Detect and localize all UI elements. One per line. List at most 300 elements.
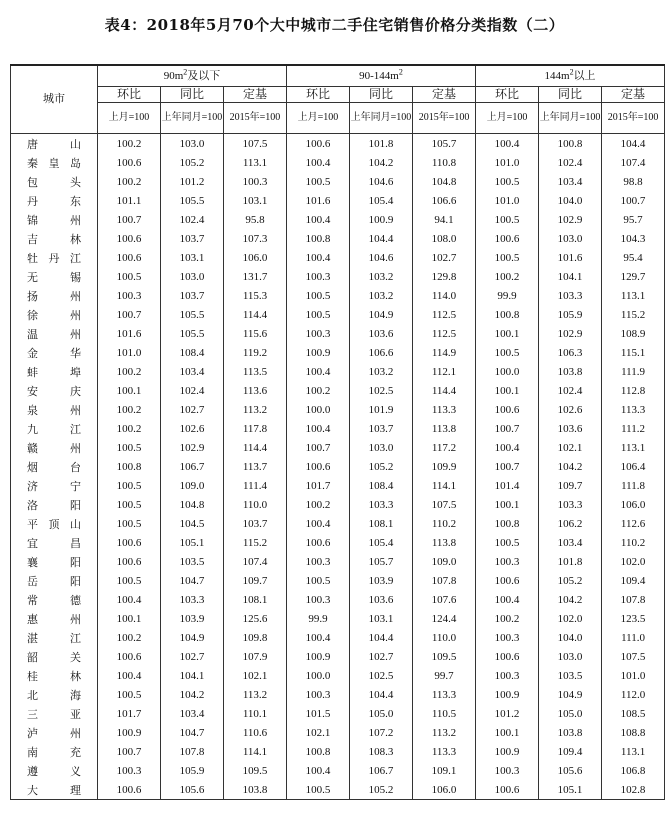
index-value-cell: 106.4	[602, 457, 665, 476]
index-value-cell: 105.5	[161, 305, 224, 324]
index-value-cell: 101.6	[98, 324, 161, 343]
city-name: 烟台	[27, 461, 81, 474]
index-value-cell: 113.3	[413, 742, 476, 761]
index-value-cell: 111.8	[602, 476, 665, 495]
city-name-cell	[11, 533, 98, 552]
index-value-cell: 103.4	[161, 362, 224, 381]
index-value-cell: 103.1	[350, 609, 413, 628]
index-value-cell: 105.9	[539, 305, 602, 324]
index-value-cell: 106.0	[224, 248, 287, 267]
index-value-cell: 103.0	[161, 134, 224, 154]
index-value-cell: 108.1	[350, 514, 413, 533]
index-value-cell: 105.6	[539, 761, 602, 780]
index-value-cell: 100.9	[98, 723, 161, 742]
index-value-cell: 100.2	[98, 628, 161, 647]
index-value-cell: 104.1	[161, 666, 224, 685]
index-value-cell: 103.3	[350, 495, 413, 514]
city-name: 包头	[27, 176, 81, 189]
city-name: 襄阳	[27, 556, 81, 569]
sub-header-fixed-base: 定基	[602, 87, 665, 103]
index-value-cell: 103.3	[539, 286, 602, 305]
index-value-cell: 100.6	[287, 457, 350, 476]
index-value-cell: 94.1	[413, 210, 476, 229]
index-value-cell: 103.4	[539, 172, 602, 191]
index-value-cell: 101.6	[287, 191, 350, 210]
index-value-cell: 112.0	[602, 685, 665, 704]
index-value-cell: 108.9	[602, 324, 665, 343]
index-value-cell: 100.9	[287, 343, 350, 362]
index-value-cell: 100.2	[98, 172, 161, 191]
index-value-cell: 104.9	[350, 305, 413, 324]
city-name: 惠州	[27, 613, 81, 626]
index-value-cell: 113.1	[602, 438, 665, 457]
index-value-cell: 112.1	[413, 362, 476, 381]
index-value-cell: 100.7	[602, 191, 665, 210]
index-value-cell: 100.6	[98, 153, 161, 172]
city-name: 吉林	[27, 233, 81, 246]
index-value-cell: 113.2	[224, 400, 287, 419]
index-value-cell: 103.1	[224, 191, 287, 210]
index-value-cell: 100.0	[476, 362, 539, 381]
index-value-cell: 104.4	[602, 134, 665, 154]
sub-header-yoy: 同比	[539, 87, 602, 103]
index-value-cell: 98.8	[602, 172, 665, 191]
index-value-cell: 103.2	[350, 362, 413, 381]
table-row	[11, 324, 665, 343]
city-name: 平顶山	[27, 518, 81, 531]
index-value-cell: 115.6	[224, 324, 287, 343]
index-value-cell: 114.4	[413, 381, 476, 400]
index-value-cell: 100.1	[476, 495, 539, 514]
index-value-cell: 102.9	[539, 210, 602, 229]
index-value-cell: 108.5	[602, 704, 665, 723]
index-value-cell: 100.9	[287, 647, 350, 666]
table-header	[11, 65, 665, 134]
index-value-cell: 99.7	[413, 666, 476, 685]
index-value-cell: 100.4	[476, 590, 539, 609]
index-value-cell: 103.0	[539, 647, 602, 666]
index-value-cell: 102.7	[413, 248, 476, 267]
city-name: 常德	[27, 594, 81, 607]
index-value-cell: 111.4	[224, 476, 287, 495]
group-header-large: $144m^2$以上	[476, 65, 665, 87]
index-value-cell: 102.4	[539, 153, 602, 172]
index-value-cell: 100.2	[98, 362, 161, 381]
index-value-cell: 101.4	[476, 476, 539, 495]
index-value-cell: 123.5	[602, 609, 665, 628]
index-value-cell: 100.3	[476, 628, 539, 647]
table-row	[11, 495, 665, 514]
index-value-cell: 115.3	[224, 286, 287, 305]
table-row	[11, 172, 665, 191]
sub-header-yoy: 同比	[161, 87, 224, 103]
index-value-cell: 100.0	[287, 400, 350, 419]
index-value-cell: 104.2	[350, 153, 413, 172]
index-value-cell: 95.4	[602, 248, 665, 267]
city-name-cell	[11, 742, 98, 761]
index-value-cell: 104.1	[539, 267, 602, 286]
index-value-cell: 101.8	[539, 552, 602, 571]
index-value-cell: 129.7	[602, 267, 665, 286]
index-value-cell: 100.2	[476, 267, 539, 286]
city-name-cell	[11, 343, 98, 362]
index-value-cell: 107.9	[224, 647, 287, 666]
index-value-cell: 103.6	[350, 324, 413, 343]
index-value-cell: 105.7	[350, 552, 413, 571]
city-name-cell	[11, 210, 98, 229]
city-name-cell	[11, 381, 98, 400]
table-row	[11, 362, 665, 381]
index-value-cell: 102.5	[350, 666, 413, 685]
base-label-last-month: 上月=100	[98, 103, 161, 134]
city-name: 韶关	[27, 651, 81, 664]
index-value-cell: 109.5	[224, 761, 287, 780]
table-row	[11, 533, 665, 552]
index-value-cell: 111.0	[602, 628, 665, 647]
index-value-cell: 115.1	[602, 343, 665, 362]
index-value-cell: 102.4	[161, 210, 224, 229]
index-value-cell: 100.2	[98, 419, 161, 438]
index-value-cell: 119.2	[224, 343, 287, 362]
index-value-cell: 113.1	[224, 153, 287, 172]
index-value-cell: 105.5	[161, 191, 224, 210]
city-name: 九江	[27, 423, 81, 436]
index-value-cell: 104.2	[161, 685, 224, 704]
index-value-cell: 101.1	[98, 191, 161, 210]
sub-header-mom: 环比	[98, 87, 161, 103]
city-name-cell	[11, 153, 98, 172]
index-value-cell: 104.4	[350, 685, 413, 704]
index-value-cell: 100.8	[287, 742, 350, 761]
index-value-cell: 100.3	[287, 324, 350, 343]
city-name: 桂林	[27, 670, 81, 683]
index-value-cell: 108.4	[350, 476, 413, 495]
base-label-2015: 2015年=100	[413, 103, 476, 134]
table-row	[11, 647, 665, 666]
city-name: 岳阳	[27, 575, 81, 588]
index-value-cell: 100.1	[476, 723, 539, 742]
index-value-cell: 100.0	[287, 666, 350, 685]
index-value-cell: 102.4	[161, 381, 224, 400]
city-name: 南充	[27, 746, 81, 759]
table-row	[11, 381, 665, 400]
index-value-cell: 109.4	[539, 742, 602, 761]
index-value-cell: 100.7	[287, 438, 350, 457]
index-value-cell: 109.0	[161, 476, 224, 495]
index-value-cell: 100.2	[287, 495, 350, 514]
index-value-cell: 104.2	[539, 590, 602, 609]
index-value-cell: 95.7	[602, 210, 665, 229]
base-label-last-year: 上年同月=100	[350, 103, 413, 134]
city-name: 无锡	[27, 271, 81, 284]
table-row	[11, 248, 665, 267]
table-row	[11, 400, 665, 419]
index-value-cell: 100.3	[98, 761, 161, 780]
index-value-cell: 100.3	[98, 286, 161, 305]
index-value-cell: 106.8	[602, 761, 665, 780]
index-value-cell: 112.6	[602, 514, 665, 533]
index-value-cell: 95.8	[224, 210, 287, 229]
index-value-cell: 113.7	[224, 457, 287, 476]
index-value-cell: 103.8	[224, 780, 287, 800]
index-value-cell: 110.2	[602, 533, 665, 552]
table-body	[11, 134, 665, 800]
index-value-cell: 113.3	[413, 685, 476, 704]
city-name: 湛江	[27, 632, 81, 645]
index-value-cell: 101.0	[98, 343, 161, 362]
index-value-cell: 103.3	[539, 495, 602, 514]
index-value-cell: 109.5	[413, 647, 476, 666]
city-name: 济宁	[27, 480, 81, 493]
index-value-cell: 105.4	[350, 191, 413, 210]
index-value-cell: 104.6	[350, 172, 413, 191]
city-name-cell	[11, 647, 98, 666]
index-value-cell: 104.7	[161, 723, 224, 742]
index-value-cell: 109.8	[224, 628, 287, 647]
index-value-cell: 101.5	[287, 704, 350, 723]
city-name-cell	[11, 400, 98, 419]
index-value-cell: 103.6	[539, 419, 602, 438]
index-value-cell: 100.5	[476, 248, 539, 267]
table-row	[11, 210, 665, 229]
city-name: 泸州	[27, 727, 81, 740]
index-value-cell: 100.1	[98, 381, 161, 400]
city-name: 洛阳	[27, 499, 81, 512]
city-name-cell	[11, 780, 98, 800]
index-value-cell: 102.1	[224, 666, 287, 685]
index-value-cell: 107.5	[413, 495, 476, 514]
index-value-cell: 106.7	[161, 457, 224, 476]
city-name: 大理	[27, 784, 81, 797]
index-value-cell: 101.0	[602, 666, 665, 685]
index-value-cell: 100.4	[287, 362, 350, 381]
table-row	[11, 229, 665, 248]
index-value-cell: 104.8	[413, 172, 476, 191]
index-value-cell: 100.5	[98, 438, 161, 457]
index-value-cell: 108.1	[224, 590, 287, 609]
index-value-cell: 99.9	[476, 286, 539, 305]
index-value-cell: 104.3	[602, 229, 665, 248]
index-value-cell: 100.1	[476, 381, 539, 400]
table-row	[11, 305, 665, 324]
index-value-cell: 113.5	[224, 362, 287, 381]
sub-header-mom: 环比	[476, 87, 539, 103]
index-value-cell: 101.7	[287, 476, 350, 495]
index-value-cell: 100.8	[98, 457, 161, 476]
index-value-cell: 100.5	[98, 514, 161, 533]
city-name-cell	[11, 609, 98, 628]
index-value-cell: 100.6	[98, 780, 161, 800]
city-name-cell	[11, 514, 98, 533]
index-value-cell: 100.4	[287, 514, 350, 533]
index-value-cell: 104.4	[350, 229, 413, 248]
index-value-cell: 106.0	[413, 780, 476, 800]
index-value-cell: 117.2	[413, 438, 476, 457]
index-value-cell: 105.5	[161, 324, 224, 343]
base-label-2015: 2015年=100	[602, 103, 665, 134]
city-name-cell	[11, 191, 98, 210]
index-value-cell: 104.0	[539, 628, 602, 647]
index-value-cell: 103.9	[161, 609, 224, 628]
city-name-cell	[11, 457, 98, 476]
index-value-cell: 108.3	[350, 742, 413, 761]
index-value-cell: 100.5	[287, 571, 350, 590]
base-label-last-month: 上月=100	[287, 103, 350, 134]
index-value-cell: 100.5	[98, 267, 161, 286]
index-value-cell: 105.2	[350, 457, 413, 476]
city-name-cell	[11, 571, 98, 590]
index-value-cell: 105.0	[539, 704, 602, 723]
index-value-cell: 103.4	[539, 533, 602, 552]
city-name-cell	[11, 324, 98, 343]
index-value-cell: 110.0	[413, 628, 476, 647]
table-row	[11, 780, 665, 800]
index-value-cell: 107.8	[413, 571, 476, 590]
index-value-cell: 100.7	[476, 457, 539, 476]
index-value-cell: 100.4	[476, 134, 539, 154]
index-value-cell: 113.1	[602, 286, 665, 305]
index-value-cell: 105.2	[539, 571, 602, 590]
index-value-cell: 103.2	[350, 267, 413, 286]
index-value-cell: 100.5	[476, 210, 539, 229]
index-value-cell: 109.9	[413, 457, 476, 476]
city-name-cell	[11, 476, 98, 495]
index-value-cell: 100.6	[287, 533, 350, 552]
index-value-cell: 100.5	[287, 286, 350, 305]
index-value-cell: 100.5	[476, 172, 539, 191]
index-value-cell: 112.5	[413, 305, 476, 324]
table-row	[11, 153, 665, 172]
index-value-cell: 100.5	[98, 571, 161, 590]
index-value-cell: 114.0	[413, 286, 476, 305]
index-value-cell: 102.5	[350, 381, 413, 400]
index-value-cell: 104.8	[161, 495, 224, 514]
index-value-cell: 103.2	[350, 286, 413, 305]
table-row	[11, 704, 665, 723]
index-value-cell: 100.4	[287, 761, 350, 780]
table-row	[11, 343, 665, 362]
index-value-cell: 114.1	[413, 476, 476, 495]
index-value-cell: 109.4	[602, 571, 665, 590]
index-value-cell: 100.8	[287, 229, 350, 248]
index-value-cell: 104.0	[539, 191, 602, 210]
index-value-cell: 103.9	[350, 571, 413, 590]
index-value-cell: 100.3	[287, 590, 350, 609]
index-value-cell: 103.0	[161, 267, 224, 286]
index-value-cell: 106.2	[539, 514, 602, 533]
index-value-cell: 114.1	[224, 742, 287, 761]
index-value-cell: 102.9	[161, 438, 224, 457]
index-value-cell: 106.3	[539, 343, 602, 362]
city-name-cell	[11, 495, 98, 514]
index-value-cell: 105.2	[161, 153, 224, 172]
index-value-cell: 112.8	[602, 381, 665, 400]
table-row	[11, 571, 665, 590]
index-value-cell: 107.4	[224, 552, 287, 571]
index-value-cell: 104.9	[161, 628, 224, 647]
index-value-cell: 107.8	[161, 742, 224, 761]
table-row	[11, 590, 665, 609]
index-value-cell: 101.0	[476, 153, 539, 172]
index-value-cell: 100.8	[476, 305, 539, 324]
index-value-cell: 104.2	[539, 457, 602, 476]
index-value-cell: 101.7	[98, 704, 161, 723]
index-value-cell: 100.6	[476, 647, 539, 666]
table-row	[11, 609, 665, 628]
index-value-cell: 100.4	[287, 628, 350, 647]
table-row	[11, 552, 665, 571]
index-value-cell: 113.6	[224, 381, 287, 400]
table-row	[11, 419, 665, 438]
city-name: 北海	[27, 689, 81, 702]
index-value-cell: 108.0	[413, 229, 476, 248]
index-value-cell: 100.3	[476, 552, 539, 571]
index-value-cell: 99.9	[287, 609, 350, 628]
city-name-cell	[11, 248, 98, 267]
city-name-cell	[11, 438, 98, 457]
index-value-cell: 105.1	[539, 780, 602, 800]
index-value-cell: 114.9	[413, 343, 476, 362]
index-value-cell: 100.2	[98, 134, 161, 154]
city-name-cell	[11, 628, 98, 647]
sub-header-fixed-base: 定基	[224, 87, 287, 103]
index-value-cell: 100.5	[287, 780, 350, 800]
city-name-cell	[11, 704, 98, 723]
index-value-cell: 100.5	[476, 343, 539, 362]
city-name-cell	[11, 229, 98, 248]
index-value-cell: 102.6	[161, 419, 224, 438]
index-value-cell: 105.6	[161, 780, 224, 800]
index-value-cell: 103.3	[161, 590, 224, 609]
city-name: 赣州	[27, 442, 81, 455]
index-value-cell: 100.5	[287, 172, 350, 191]
index-value-cell: 100.6	[98, 248, 161, 267]
city-name-cell	[11, 723, 98, 742]
city-column-header: 城市	[11, 65, 98, 134]
index-value-cell: 106.6	[413, 191, 476, 210]
index-value-cell: 100.2	[98, 400, 161, 419]
index-value-cell: 101.2	[476, 704, 539, 723]
index-value-cell: 100.3	[287, 685, 350, 704]
index-value-cell: 100.4	[287, 248, 350, 267]
city-name: 宜昌	[27, 537, 81, 550]
index-value-cell: 107.4	[602, 153, 665, 172]
index-value-cell: 103.4	[161, 704, 224, 723]
index-value-cell: 102.0	[539, 609, 602, 628]
index-value-cell: 100.5	[287, 305, 350, 324]
index-value-cell: 100.6	[98, 229, 161, 248]
index-value-cell: 100.9	[476, 685, 539, 704]
index-value-cell: 109.1	[413, 761, 476, 780]
table-row	[11, 457, 665, 476]
index-value-cell: 107.5	[602, 647, 665, 666]
index-value-cell: 106.7	[350, 761, 413, 780]
city-name: 徐州	[27, 309, 81, 322]
index-value-cell: 101.6	[539, 248, 602, 267]
table-row	[11, 191, 665, 210]
index-value-cell: 100.3	[224, 172, 287, 191]
city-name: 锦州	[27, 214, 81, 227]
index-value-cell: 100.6	[476, 571, 539, 590]
index-value-cell: 110.8	[413, 153, 476, 172]
index-value-cell: 103.7	[350, 419, 413, 438]
index-value-cell: 110.0	[224, 495, 287, 514]
table-row	[11, 666, 665, 685]
index-value-cell: 100.4	[98, 666, 161, 685]
price-index-table	[10, 64, 665, 800]
index-value-cell: 100.6	[476, 229, 539, 248]
index-value-cell: 102.7	[350, 647, 413, 666]
